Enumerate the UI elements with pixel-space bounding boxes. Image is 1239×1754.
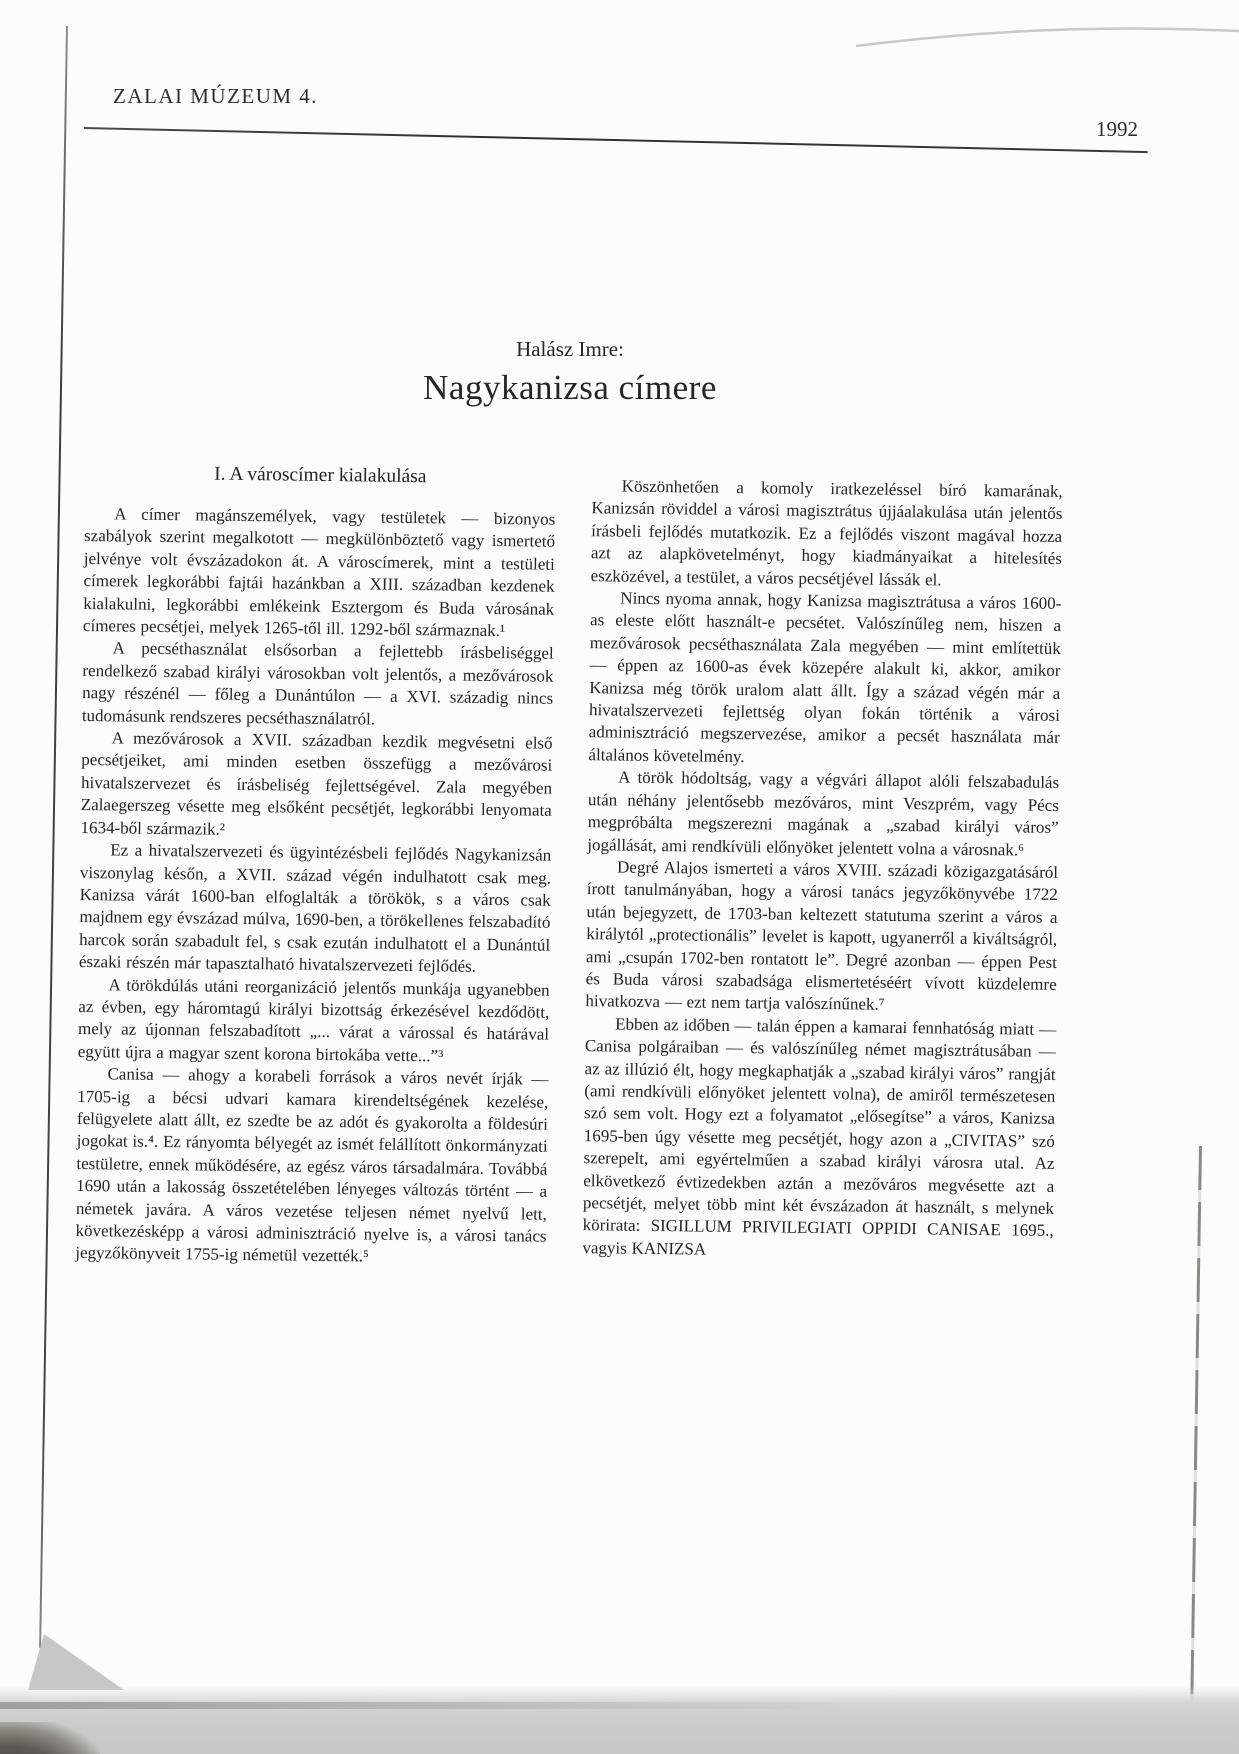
scan-top-curve-artifact	[856, 18, 1239, 60]
left-column	[75, 462, 556, 1271]
scan-bottom-shadow-strip	[0, 1702, 900, 1709]
author-name: Halász Imre:	[516, 337, 624, 361]
paragraph: Ez a hivatalszervezeti és ügyintézésbeli fejlődés Nagykanizsán viszonylag későn, a XVII. század végén indulhatott csak meg. Kanizsa várát 1600-ban elfoglalták a törökök, s a város csak majdnem egy évszázad múlva, 1690-ben, a törökellenes felszabadító harcok során szabadult fel, s csak ezután indulhatott el a Dunántúl északi részén már tapasztalható hivatalszervezeti fejlődés.	[78, 840, 552, 976]
publication-year: 1992	[1096, 117, 1138, 141]
paragraph: Ebben az időben — talán éppen a kamarai fennhatóság miatt — Canisa polgáraiban — és valószínűleg német magisztrátusában — az az illúzió élt, hogy megkaphatják a „szabad királyi város” rangját (ami rendkívüli előnyöket jelentett volna), de amiről természetesen szó sem volt. Hogy ezt a folyamatot „elősegítse” a város, Kanizsa 1695-ben úgy vésette meg pecsétjét, hogy azon a „CIVITAS” szó szerepelt, ami egyértelműen a szabad királyi városra utal. Az elkövetkező évtizedekben aztán a mezőváros megvésette azt a pecsétjét, melyet több mint két évszázadon át használt, s melynek körirata: SIGILLUM PRIVILEGIATI OPPIDI CANISAE 1695., vagyis KANIZSA	[582, 1014, 1057, 1259]
article-title: Nagykanizsa címere	[423, 368, 717, 407]
header-rule	[84, 127, 1148, 153]
paragraph: Degré Alajos ismerteti a város XVIII. századi közigazgatásáról írott tanulmányában, hogy a városi tanács jegyzőkönyvébe 1722 után bejegyzett, de 1703-ban keltezett statutuma szerint a város a királytól „protectionális” levelet is kapott, ugyanerről a kiváltságról, ami „csupán 1702-ben rontatott le”. Degré azonban — éppen Pest és Buda városi szabadsága elismertetéséért vívott küzdelemre hivatkozva — ezt nem tartja valószínűnek.⁷	[585, 857, 1059, 1015]
paragraph: A pecséthasználat elsősorban a fejlettebb írásbeliséggel rendelkező szabad királyi városokban volt jelentős, a mezővárosok nagy részénél — főleg a Dunántúlon — a XVI. századig nincs tudomásunk rendszeres pecséthasználatról.	[81, 638, 554, 729]
scan-left-page-edge-line	[39, 26, 68, 1648]
section-heading: I. A városcímer kialakulása	[214, 463, 427, 488]
scan-right-page-edge-line	[1189, 1146, 1202, 1754]
journal-title: ZALAI MÚZEUM 4.	[113, 84, 319, 108]
scan-left-edge-flare	[28, 1634, 124, 1690]
paragraph: Nincs nyoma annak, hogy Kanizsa magisztrátusa a város 1600-as eleste előtt használt-e pecsétet. Valószínűleg nem, hiszen a mezővárosok pecséthasználata Zala megyében — mint említettük — éppen az 1600-as évek közepére alakult ki, akkor, amikor Kanizsa még török uralom alatt állt. Így a század végén már a hivatalszervezeti fejlettség olyan fokán történik a városi adminisztráció megszervezése, amikor a pecsét használata már általános követelmény.	[588, 588, 1062, 766]
scan-corner-blob	[0, 1722, 100, 1754]
paragraph: Köszönhetően a komoly iratkezeléssel bíró kamarának, Kanizsán röviddel a városi magisztrátus újjáalakulása után jelentős írásbeli fejlődés mutatkozik. Ez a fejlődés viszont magával hozza azt az alapkövetelményt, hogy kiadmányaikat a hitelesítés eszközével, a testület, a város pecsétjével lássák el.	[590, 476, 1063, 590]
right-column	[582, 468, 1063, 1277]
paragraph: A mezővárosok a XVII. században kezdik megvésetni első pecsétjeiket, ami minden esetben összefügg a mezővárosi hivatalszervezet és írásbeliség fejlettségével. Zala megyében Zalaegerszeg vésette meg elsőként pecsétjét, legkorábbi lenyomata 1634-ből származik.²	[80, 728, 553, 839]
paragraph: Canisa — ahogy a korabeli források a város nevét írják — 1705-ig a bécsi udvari kamara kirendeltségének kezelése, felügyelete alatt állt, ez szedte be az adót és gyakorolta a földesúri jogokat is.⁴. Ez rányomta bélyegét az ismét felállított önkormányzati testületre, ennek működésére, az egész város társadalmára. Továbbá 1690 után a lakosság összetételében lényeges változás történt — a németek javára. A város vezetése teljesen német nyelvű lett, következésképp a városi adminisztráció nyelve is, a városi tanács jegyzőkönyveit 1755-ig németül vezették.⁵	[75, 1064, 549, 1266]
paragraph: A címer magánszemélyek, vagy testületek — bizonyos szabályok szerint megalkotott — megkülönböztető vagy ismertető jelvénye volt évszázadokon át. A városcímerek, mint a testületi címerek legkorábbi fajtái hazánkban a XIII. században kezdenek kialakulni, legkorábbi emlékeink Esztergom és Buda városának címeres pecsétjei, melyek 1265-től ill. 1292-ből származnak.¹	[82, 504, 556, 641]
article-body	[75, 462, 1063, 1277]
scan-bottom-shadow-band	[0, 1686, 1239, 1754]
paragraph: A törökdúlás utáni reorganizáció jelentős munkája ugyanebben az évben, egy háromtagú királyi bizottság érkezésével kezdődött, mely az újonnan felszabadított „... várat a várossal és határával együtt újra a magyar szent korona birtokába vette...”³	[77, 974, 550, 1066]
paragraph: A török hódoltság, vagy a végvári állapot alóli felszabadulás után néhány jelentősebb mezőváros, mint Veszprém, vagy Pécs megpróbálta megszerezni magának a „szabad királyi város” jogállását, ami rendkívüli előnyöket jelentett volna a városnak.⁶	[587, 767, 1060, 860]
